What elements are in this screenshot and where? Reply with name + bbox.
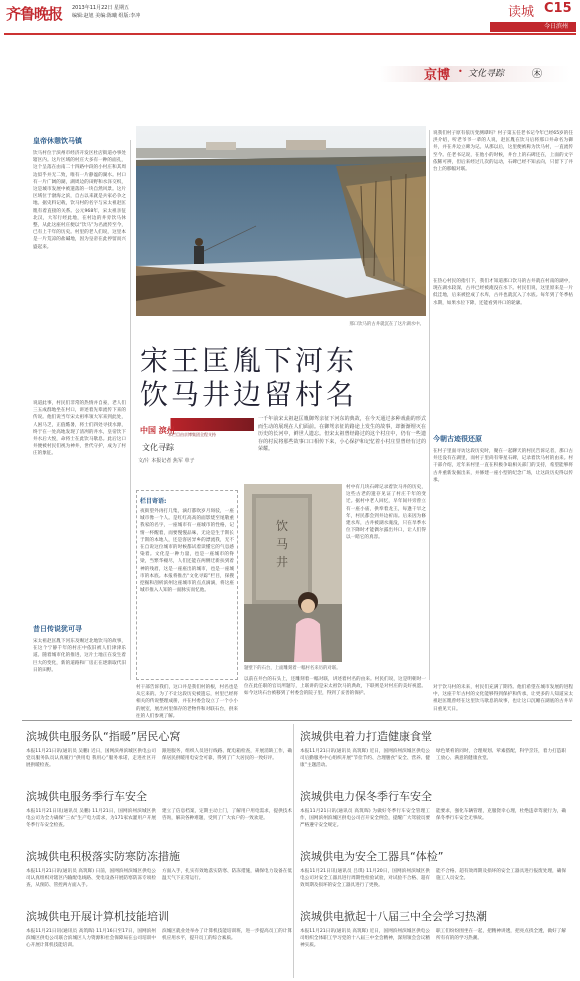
editor-note-title: 栏目寄语: <box>140 498 167 505</box>
news-brief-body: 能不合格、超有效周期及损坏的安全工器具进行报废处理，确保施工人员安全。 <box>436 869 566 882</box>
section-name: 读城 <box>508 5 535 20</box>
stone-photo <box>244 484 342 662</box>
news-brief-body: 建立了信息档案，定期主动上门，了解用户用电需求，提供技术咨询，解决各种难题，受到了广大农户的一致欢迎。 <box>162 809 292 822</box>
briefs-top-rule <box>22 720 572 721</box>
editor-note-box <box>136 490 238 680</box>
article-col-1 <box>33 136 126 681</box>
column-banner <box>380 62 580 88</box>
banner-mark: ㊍ <box>532 69 542 80</box>
feature-byline: 文/片 本报记者 焦军 单子 <box>138 458 195 464</box>
col4-text-a: 说我们村子原有依历变测谭吗？村子第五任老书记今年已经65岁的任洪介绍，听老爷爷一辈的人说，赵匡胤在饮马后将那口井命名为御井，并在井边立碑为记。从那以后，这里便被称为饮马村，一直流传至今。任老书记说，在他小的时候，井台上的石碑还在，上面的文字依稀可辨，但后来经过几次的运动，石碑已经不知去向，只留下了井台上的那幅对联。 <box>433 131 573 173</box>
news-brief-body: 本报11月21日讯(通讯员 高筑晖) 近日，国网滨州滨城区供电公司组织全体职工学习党的十八届三中全会精神，深刻领会会议精神实质。 <box>300 929 430 949</box>
news-brief-title: 滨城供电服务队“指暖”居民心窝 <box>26 730 181 743</box>
news-brief-title: 滨城供电着力打造健康食堂 <box>300 730 432 743</box>
masthead-rule <box>4 33 576 35</box>
news-brief-title: 滨城供电力保冬季行车安全 <box>300 790 432 803</box>
news-brief-body: 方面入手，扎实有效地落实防寒、防冻措施，确保电力设备在低温天气下正常运行。 <box>162 869 292 882</box>
staff-line: 编辑:赵旭 美编:陈曦 组版:李冲 <box>72 13 141 19</box>
news-brief-body: 本报11月21日讯(通讯员 吴鹏) 11月21日，国网滨州滨城区供电公司为全力确保“三农”生产电力需求，为171家农灌用户开展冬季行车安全检查。 <box>26 809 156 829</box>
feature-logo-text: 中国 滨州 <box>140 426 175 435</box>
lake-photo-svg <box>136 126 426 316</box>
col1-text-b: 说道此事，村民们非常的热情并自豪，老人们三五成群地坐在村口，讲述着先辈流传下来的传说。他们说当年宋太祖率领大军来到此处，人困马乏，正值酷暑，将士们四处寻找水源，终于在一处高地发现了清冽的井水，皇帝饮下井水后大悦，命将士在此饮马歇息。此后这口井便被村民们视为神井，世代守护，成为了村庄的象征。 <box>33 401 126 457</box>
news-brief-body: 本报11月21日讯(通讯员 吕琪) 11月20日，国网滨州滨城区供电公司对安全工器具进行周期性检验试验，对试验不合格、超有效周期及损坏的安全工器具进行了更换。 <box>300 869 430 889</box>
news-brief <box>26 788 292 844</box>
headline-line-1: 宋王匡胤下河东 <box>140 344 358 377</box>
col1-text-a: 饮马村位于滨州市经济开发区杜店街道办事处辖区内。这片区域的村庄大多有一种的面孔，这个呈落在由南二十四路中段的小村庄和其周边似乎并无二致，唯有一片静谧的湖水。村口有一片广阔的湖，湖周边的田野和水泽交织，这是城市发展中被遗落的一块自然风景。这片区域位于渤海之滨，自古以来就是兵家必争之地。据史料记载，饮马村的名字与宋太祖赵匡胤有着直接的关系。公元968年，宋太祖亲征北汉，大军行经此地，在村边的井旁饮马休整，从此这座村庄便以“饮马”为名流传至今，已有上千年的历史。村里的老人们说，这里本是一片荒凉的盐碱地，因为皇帝在此停留而兴盛起来。 <box>33 151 126 250</box>
col1-text-c: 宋太祖赵匡胤下河东及赐过北地饮马的故事，在这个宁静千年的村庄中依旧被人们津津乐道。随着城市化的推进，这片土地正在发生着巨大的变化，新的道路和厂房正在逐渐取代旧日的田野。 <box>33 639 126 673</box>
news-brief <box>26 728 292 784</box>
news-brief <box>300 788 566 844</box>
stone-photo-svg <box>244 484 342 662</box>
news-brief-title: 滨城供电开展计算机技能培训 <box>26 910 169 923</box>
news-brief-title: 滨城供电为安全工器具“体检” <box>300 850 444 863</box>
col3-lower-text: 村中有几块石碑记录着饮马井的历史，这些古老的遗存见证了村庄千年的变迁。据村中老人回忆，早年间井旁曾立有一座小庙，供奉着龙王，每逢干旱之年，村民都会到井边祈雨。后来因为修建水库，古井被湖水淹没，只在旱季水位下降时才能偶尔露出井口，让人们得以一睹它的真容。 <box>346 485 426 541</box>
news-brief-body: 本报11月21日讯(通讯员 高筑晖) 为做好冬季行车安全管理工作，国网滨州滨城区供电公司召开安全例会，提醒广大驾驶员要严格遵守安全规定。 <box>300 809 430 829</box>
col4-bottom-text: 对于饮马村的未来，村民们充满了期待。他们希望在城市发展的进程中，这座千年古村的文化能够得到保护和传承，让更多的人知道宋太祖赵匡胤曾经在这里饮马歇息的故事，也让这口沉睡在湖底的古井早日重见天日。 <box>433 685 573 712</box>
news-brief <box>300 728 566 784</box>
banner-label: 京博 <box>424 68 451 83</box>
article-col-4 <box>433 130 573 682</box>
feature-logo-banner <box>138 418 254 440</box>
news-brief-title: 滨城供电积极落实防寒防冻措施 <box>26 850 180 863</box>
editor-note-body: 夜街望外再打几集，滴灯都吹岁月斑驳，一座城市像一个人。是红红高高的面影烧至尾敬重我家的名字，一座城市有一座城市的性格，记情一杯醒着，而要慢慢品味，无论是生于斯长于斯的本地人，还是客居异乡的漂流我，无不在自说这位城市的时候都试着读懂它的气息感染着。文化是一种力量，也是一座城市的脊梁，当繁华褪尽，人们还能在两侧迁新扶到着神的残眉，这是一座座出的城市，也是一座城市的本底。本报将推出“文化寻踪”栏目，探搜挖掘和剖析滨州这座城市的点点滴滴，将这座城市推入人知的一面脉实而忆他。 <box>140 509 234 594</box>
news-brief-body: 职工们纷纷围坐在一起，把精神讲透，把亮点找全透，做好了解所有有的的学习热潮。 <box>436 929 566 942</box>
sub-section-bar <box>490 22 576 32</box>
news-brief <box>300 908 566 964</box>
news-brief <box>26 848 292 904</box>
briefs-divider <box>293 724 294 978</box>
news-brief <box>26 908 292 964</box>
news-brief-title: 滨城供电掀起十八届三中全会学习热潮 <box>300 910 487 923</box>
news-brief-body: 本报11月21日讯(通讯员 吴鹏) 近日，国网滨州滨城区供电公司党员服务队员认真履行“供用电 我用心”服务承诺，走进社区开展供暖检查。 <box>26 749 156 769</box>
section-title-1: 皇帝休憩饮马镇 <box>33 136 82 145</box>
news-brief <box>300 848 566 904</box>
date-line: 2013年11月22日 星期五 <box>72 5 130 11</box>
girl-figure <box>294 592 322 662</box>
news-brief-body: 滨城区就业处举办了计算机技能培训班，进一步提高员工的计算机应用水平，提升员工的综合素质。 <box>162 929 292 942</box>
news-brief-body: 本报11月21日讯(通讯员 高筑晖) 日前，国网滨州滨城区供电公司认真组织对辖区内输配电线路、变电设备开展防寒防冻专项检查，从预防、管控两方面入手。 <box>26 869 156 889</box>
svg-text:马: 马 <box>275 537 289 551</box>
feature-logo-sub: 本栏目由京博集团全程支持 <box>168 432 216 437</box>
col2-bottom-text: 以前在井台的石头上，还雕刻着一幅对联，讲述着村名的由来。村民们说，这是明朝时一位在此任职的官员所题写，上联讲的是宋太祖饮马的典故，下联则是对村庄的美好祝愿。如今这块石台被移到了村委会的院子里，得到了妥善的保护。 <box>244 677 426 697</box>
lead-paragraph: 一千年前宋太祖赵匡胤御驾亲征下河东的典故，在今天通过多种戏曲的形式而生动的展现在人们面前。在御驾亲征的路途上发生的故事，却渐渐埋灭在历史的长河中，鲜世人遗忘。但宋太祖曾经路过的这个村庄中，仍有一些遗存的村民将那些故事口口相传下来，小心保护和记忆着小村庄里曾经有过的荣耀。 <box>258 416 426 453</box>
masthead <box>0 0 580 38</box>
banner-dot: • <box>458 67 463 76</box>
banner-sub: 文化寻踪 <box>468 69 505 79</box>
col4-text-b: 在热心村民的指引下，我们才知道那口饮马的古井就在村南的湖中，现在湖水较深，古井已经被淹没在水下。村民们说，这里原来是一片低洼地，后来被挖成了水库，古井也就沉入了水底。每年到了冬季枯水期，如果水位下降，还能看到井口的轮廓。 <box>433 279 573 306</box>
section-title-3: 今朝古迹很还原 <box>433 434 482 443</box>
col-divider-1 <box>130 140 131 680</box>
col1-bottom-text: 村干部告诉我们，这口井是我们村的根，村名也是从它来的。为了不让这段历史被遗忘，村里已经将相关的传说整理成册，并在村委会设立了一个小小的展室，展出村里保存的老物件和对联石台，供来往的人们参观了解。 <box>136 685 238 719</box>
lake-photo <box>136 126 426 316</box>
svg-text:井: 井 <box>275 555 289 569</box>
col4-text-c: 在村子里面寻访这段历史时，聚在一起聊天的村民告诉记者，那口古井还没有在湖里，而村子里尚有零星石碑，记录着饮马村的由来。村干部介绍，近年来村里一直在积极争取相关部门的支持，希望能够将古井重新发掘出来，并修建一座小型的纪念广场，让这段历史得以传承。 <box>433 449 573 483</box>
lake-photo-caption: 那口饮马的古井就沉在了这片湖水中。 <box>349 322 424 327</box>
newspaper-logo: 齐鲁晚报 <box>6 5 63 23</box>
stone-photo-caption: 题壁下的石台，上面雕刻着一幅村名来历的对联。 <box>244 666 341 671</box>
section-title-2: 昔日传说犹可寻 <box>33 624 82 633</box>
svg-text:饮: 饮 <box>275 519 289 533</box>
news-brief-body: 绿色菜肴的同时，合理规划、荤素搭配，科学烹饪，着力打造职工放心、满意的健康食堂。 <box>436 749 566 762</box>
sub-section-label: 今日滨州 <box>543 23 568 30</box>
news-brief-body: 本报11月21日讯(通讯员 高筑晖) 11月16日至17日，国网滨州滨城区供电公司联合滨城区人力资源和社会保障局在公司培训中心开展计算机技能培训。 <box>26 929 156 949</box>
news-brief-body: 能要求，强化车辆管理，克服侥幸心理，杜绝违章驾驶行为，确保冬季行车安全无事故。 <box>436 809 566 822</box>
feature-tag: 文化寻踪 <box>142 443 174 452</box>
news-brief-body: 跟进服务，组织人员进行线路、配电箱检查，开展消缺工作，确保居民供暖用电安全可靠，得到了广大居民的一致好评。 <box>162 749 292 762</box>
news-brief-title: 滨城供电服务季行车安全 <box>26 790 147 803</box>
news-brief-body: 本报11月21日讯(通讯员 高筑晖) 近日，国网滨州滨城区供电公司后勤服务中心组织开展“节俭节约、合理膳食”安全、营养、健康”主题活动。 <box>300 749 430 769</box>
page-number: C15 <box>544 1 572 16</box>
headline-line-2: 饮马井边留村名 <box>140 378 358 411</box>
headline <box>140 344 430 412</box>
